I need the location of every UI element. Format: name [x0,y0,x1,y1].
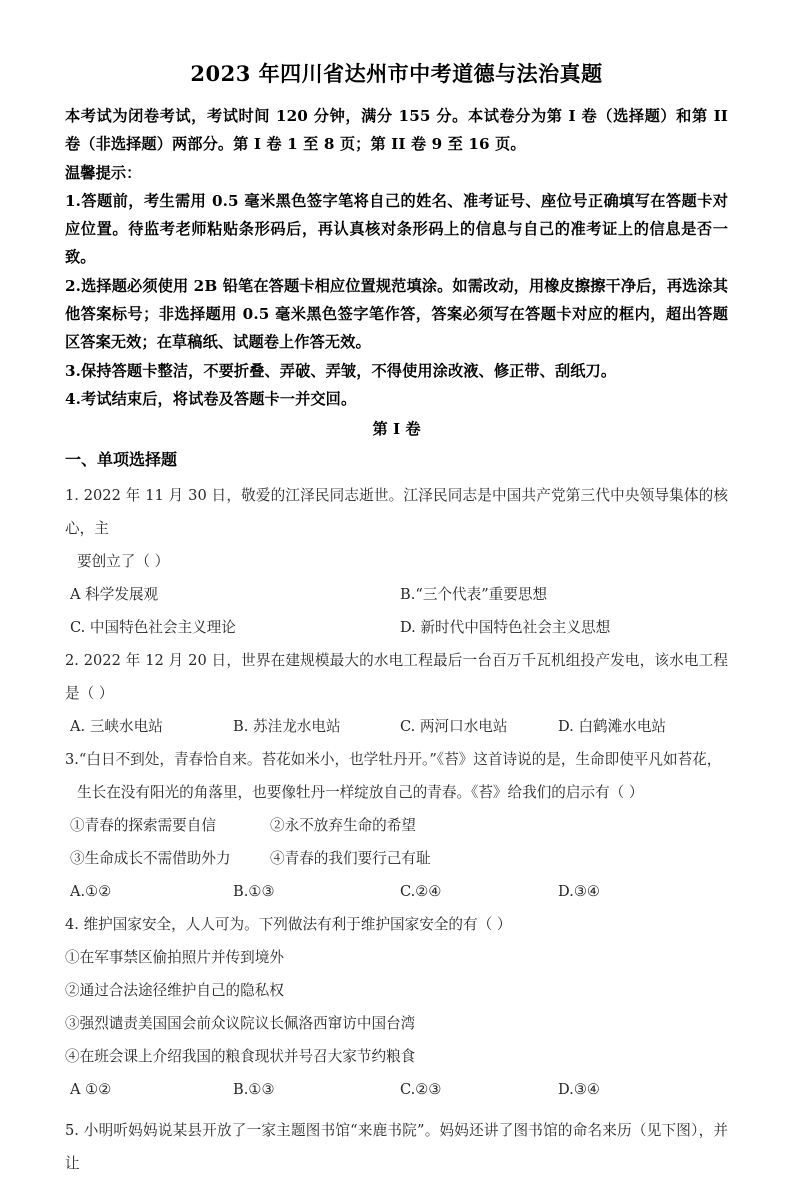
question-2-option-d[interactable]: D. 白鹤滩水电站 [558,718,667,736]
question-3-option-d[interactable]: D.③④ [558,883,600,901]
question-4-option-c[interactable]: C.②③ [400,1081,442,1099]
question-4-stem-line-1: 4. 维护国家安全，人人可为。下列做法有利于维护国家安全的有（ ） [65,916,512,934]
question-1-option-c[interactable]: C. 中国特色社会主义理论 [70,619,236,637]
question-2-stem-line-1: 2. 2022 年 12 月 20 日，世界在建规模最大的水电工程最后一台百万千瓦机组投产发电，该水电工程是（ ） [65,652,728,703]
question-1-option-row-2 [65,611,728,644]
instruction-line-2: 2.选择题必须使用 2B 铅笔在答题卡相应位置规范填涂。如需改动，用橡皮擦擦干净后，再选涂其他答案标号；非选择题用 0.5 毫米黑色签字笔作答，答案必须写在答题卡对应的框内，超出答题区答案无效；在草稿纸、试题卷上作答无效。 [65,276,728,352]
instruction-line-1: 1.答题前，考生需用 0.5 毫米黑色签字笔将自己的姓名、准考证号、座位号正确填写在答题卡对应位置。待监考老师粘贴条形码后，再认真核对条形码上的信息与自己的准考证上的信息是否一致。 [65,191,728,267]
question-2-option-a[interactable]: A. 三峡水电站 [70,718,163,736]
exam-instructions-block [65,102,728,413]
question-2 [65,644,728,743]
question-3-sub-item-1: ①青春的探索需要自信 [70,817,216,835]
question-2-option-c[interactable]: C. 两河口水电站 [400,718,508,736]
question-4 [65,908,728,1106]
question-3 [65,743,728,908]
question-1-option-row-1 [65,578,728,611]
question-1-option-a[interactable]: A 科学发展观 [70,586,159,604]
question-1-stem-line-2: 要创立了（ ） [77,553,170,571]
question-1-option-d[interactable]: D. 新时代中国特色社会主义思想 [400,619,611,637]
question-4-sub-item-4: ④在班会课上介绍我国的粮食现状并号召大家节约粮食 [65,1048,416,1066]
question-1 [65,479,728,644]
question-4-sub-item-3: ③强烈谴责美国国会前众议院议长佩洛西窜访中国台湾 [65,1015,416,1033]
question-3-option-a[interactable]: A.①② [70,883,112,901]
question-5-spacer [65,1106,728,1114]
section-heading-multiple-choice: 一、单项选择题 [65,450,178,470]
question-3-stem-line-2: 生长在没有阳光的角落里，也要像牡丹一样绽放自己的青春。《苔》给我们的启示有（ ） [77,784,644,802]
page-title: 2023 年四川省达州市中考道德与法治真题 [190,61,603,86]
instruction-line-4: 4.考试结束后，将试卷及答题卡一并交回。 [65,389,357,408]
question-4-option-a[interactable]: A ①② [70,1081,112,1099]
volume-header: 第 I 卷 [372,420,421,439]
question-5 [65,1106,728,1180]
instruction-line-general: 本考试为闭卷考试，考试时间 120 分钟，满分 155 分。本试卷分为第 I 卷（选择题）和第 II 卷（非选择题）两部分。第 I 卷 1 至 8 页；第 II 卷 9 至 16 页。 [65,107,728,154]
instruction-label-tips: 温馨提示： [65,163,142,182]
question-5-stem-line-1: 5. 小明听妈妈说某县开放了一家主题图书馆“来鹿书院”。妈妈还讲了图书馆的命名来历（见下图），并让 [65,1122,728,1173]
question-3-option-row [65,875,728,908]
question-3-sub-item-row-1 [65,809,728,842]
question-4-option-d[interactable]: D.③④ [558,1081,600,1099]
instruction-line-3: 3.保持答题卡整洁，不要折叠、弄破、弄皱，不得使用涂改液、修正带、刮纸刀。 [65,361,617,380]
question-3-sub-item-row-2 [65,842,728,875]
question-3-sub-item-2: ②永不放弃生命的希望 [270,817,416,835]
question-2-option-row [65,710,728,743]
question-3-stem-line-1: 3.“白日不到处，青春恰自来。苔花如米小，也学牡丹开。”《苔》这首诗说的是，生命即使平凡如苔花， [65,751,722,769]
question-3-option-b[interactable]: B.①③ [233,883,275,901]
question-1-option-b[interactable]: B.“三个代表”重要思想 [400,586,548,604]
question-4-option-row [65,1073,728,1106]
question-2-option-b[interactable]: B. 苏洼龙水电站 [233,718,341,736]
question-1-stem-line-1: 1. 2022 年 11 月 30 日，敬爱的江泽民同志逝世。江泽民同志是中国共产党第三代中央领导集体的核心，主 [65,487,728,538]
question-4-sub-item-1: ①在军事禁区偷拍照片并传到境外 [65,949,284,967]
question-4-sub-item-2: ②通过合法途径维护自己的隐私权 [65,982,284,1000]
question-3-option-c[interactable]: C.②④ [400,883,442,901]
question-4-option-b[interactable]: B.①③ [233,1081,275,1099]
question-3-sub-item-3: ③生命成长不需借助外力 [70,850,231,868]
question-3-sub-item-4: ④青春的我们要行己有耻 [270,850,431,868]
